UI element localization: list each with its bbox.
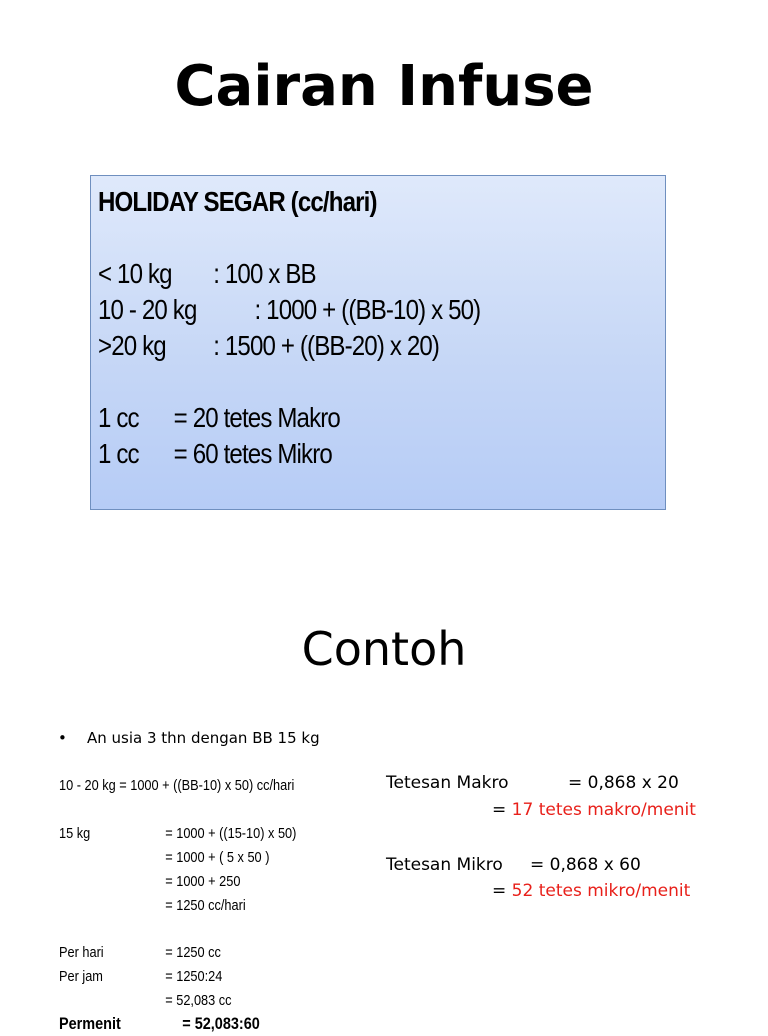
example-heading: Contoh [301, 622, 467, 676]
rate-value: = 1250:24 [165, 968, 223, 985]
makro-row [386, 770, 679, 796]
bullet-icon: • [58, 729, 67, 747]
step-row [59, 894, 246, 918]
step-value: = 1250 cc/hari [165, 897, 246, 914]
conversion-row [98, 436, 580, 472]
mikro-result: 52 tetes mikro/menit [511, 881, 691, 901]
step-value: = 1000 + ((15-10) x 50) [165, 825, 297, 842]
rate-row [59, 941, 221, 965]
rule-row [98, 328, 580, 364]
rule-range: < 10 kg [98, 258, 172, 289]
mikro-label: Tetesan Mikro [386, 855, 503, 875]
rule-formula: : 100 x BB [213, 258, 316, 289]
makro-result-row [386, 797, 696, 823]
rule-range: >20 kg [98, 330, 166, 361]
conversion-unit: 1 cc [98, 402, 139, 433]
mikro-row [386, 852, 641, 878]
rate-row [59, 1012, 260, 1036]
conversion-value: = 20 tetes Makro [173, 402, 340, 433]
rate-value: = 52,083 cc [165, 992, 232, 1009]
conversion-row [98, 400, 580, 436]
box-heading: HOLIDAY SEGAR (cc/hari) [98, 186, 377, 217]
rule-formula: : 1500 + ((BB-20) x 20) [213, 330, 440, 361]
page-title: Cairan Infuse [174, 54, 594, 119]
mikro-calc: = 0,868 x 60 [530, 855, 641, 875]
step-value: = 1000 + ( 5 x 50 ) [165, 849, 270, 866]
rate-value: = 52,083:60 [182, 1014, 260, 1033]
box-spacer [98, 364, 580, 400]
holiday-segar-box [90, 175, 666, 510]
example-bullet [58, 728, 320, 748]
rate-label: Per hari [59, 944, 104, 961]
makro-result-prefix: = [492, 800, 512, 820]
rate-label: Per jam [59, 968, 103, 985]
conversion-unit: 1 cc [98, 438, 139, 469]
step-value: = 1000 + 250 [165, 873, 241, 890]
bullet-text: An usia 3 thn dengan BB 15 kg [87, 729, 320, 747]
rate-value: = 1250 cc [165, 944, 221, 961]
step-row [59, 822, 296, 846]
step-row [59, 870, 240, 894]
rule-formula: : 1000 + ((BB-10) x 50) [254, 294, 481, 325]
makro-result: 17 tetes makro/menit [511, 800, 696, 820]
mikro-result-row [386, 878, 690, 904]
box-spacer [98, 220, 580, 256]
mikro-result-prefix: = [492, 881, 512, 901]
step-row [59, 846, 269, 870]
rule-row [98, 292, 580, 328]
makro-calc: = 0,868 x 20 [568, 773, 679, 793]
conversion-value: = 60 tetes Mikro [173, 438, 332, 469]
rate-label: Permenit [59, 1014, 121, 1033]
rate-row [59, 965, 222, 989]
rule-row [98, 256, 580, 292]
formula-line: 10 - 20 kg = 1000 + ((BB-10) x 50) cc/hari [59, 777, 295, 794]
rule-range: 10 - 20 kg [98, 294, 197, 325]
makro-label: Tetesan Makro [386, 773, 509, 793]
rate-row [59, 989, 232, 1013]
step-label: 15 kg [59, 825, 91, 842]
